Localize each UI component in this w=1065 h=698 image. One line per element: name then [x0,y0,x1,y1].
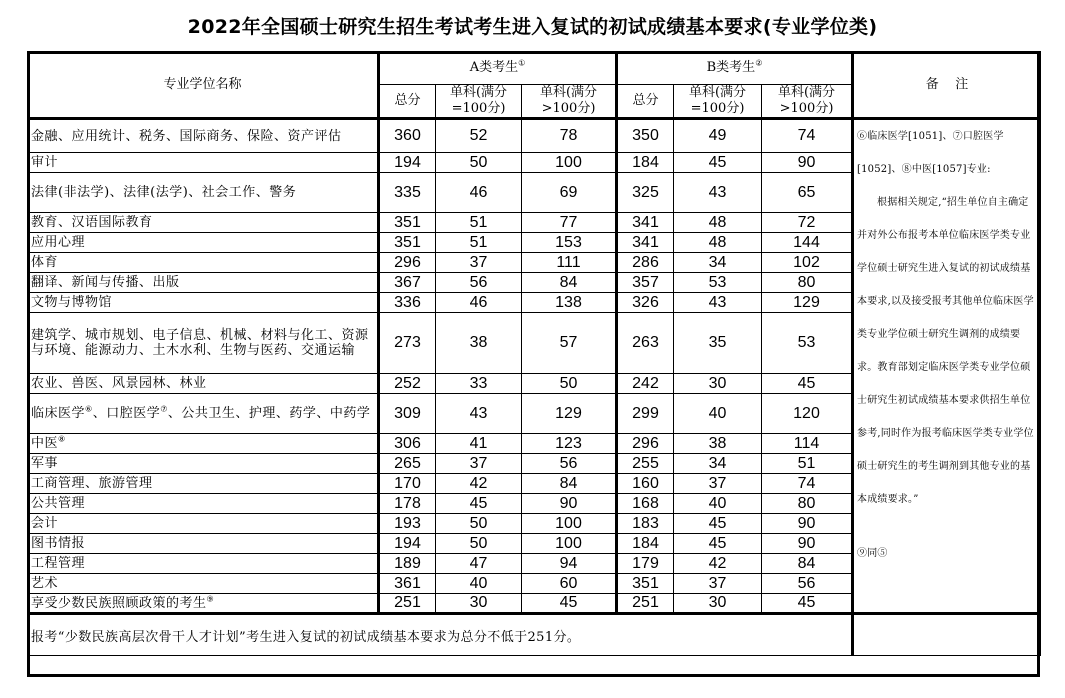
cell-b-single-over100: 51 [762,454,853,474]
header-group-a: A类考生① [379,52,617,85]
cell-b-single-100: 43 [674,173,762,213]
cell-a-single-over100: 100 [522,153,617,173]
remark-same-as-note: ⑨同⑤ [857,548,888,559]
row-name: 艺术 [28,574,379,594]
cell-a-total: 178 [379,494,436,514]
row-name: 工商管理、旅游管理 [28,474,379,494]
cell-b-total: 341 [617,233,674,253]
row-name: 工程管理 [28,554,379,574]
cell-b-single-over100: 56 [762,574,853,594]
cell-a-total: 170 [379,474,436,494]
row-name: 图书情报 [28,534,379,554]
cell-b-single-over100: 45 [762,374,853,394]
cell-b-total: 350 [617,119,674,153]
header-a-total: 总分 [379,85,436,119]
cell-b-total: 263 [617,313,674,374]
cell-a-total: 351 [379,233,436,253]
cell-b-total: 299 [617,394,674,434]
cell-b-total: 242 [617,374,674,394]
cell-b-single-100: 48 [674,213,762,233]
row-name: 建筑学、城市规划、电子信息、机械、材料与化工、资源与环境、能源动力、土木水利、生物与医药、交通运输 [28,313,379,374]
cell-b-single-over100: 74 [762,474,853,494]
cell-a-total: 360 [379,119,436,153]
header-b-single-100: 单科(满分=100分) [674,85,762,119]
cell-a-single-over100: 153 [522,233,617,253]
cell-a-single-100: 37 [436,454,522,474]
cell-b-single-100: 37 [674,474,762,494]
cell-b-single-100: 48 [674,233,762,253]
cell-a-total: 309 [379,394,436,434]
cell-a-single-over100: 69 [522,173,617,213]
cell-b-single-over100: 72 [762,213,853,233]
cell-a-single-over100: 56 [522,454,617,474]
cell-a-single-over100: 100 [522,534,617,554]
row-name: 法律(非法学)、法律(法学)、社会工作、警务 [28,173,379,213]
cell-a-single-100: 38 [436,313,522,374]
row-name: 临床医学⑥、口腔医学⑦、公共卫生、护理、药学、中药学 [28,394,379,434]
cell-a-single-100: 50 [436,153,522,173]
cell-b-single-over100: 84 [762,554,853,574]
cell-a-total: 194 [379,534,436,554]
cell-b-single-100: 45 [674,514,762,534]
row-name: 翻译、新闻与传播、出版 [28,273,379,293]
cell-a-single-over100: 123 [522,434,617,454]
row-name: 体育 [28,253,379,273]
cell-a-total: 252 [379,374,436,394]
cell-a-total: 367 [379,273,436,293]
cell-a-total: 296 [379,253,436,273]
cell-b-single-over100: 90 [762,514,853,534]
cell-b-single-100: 42 [674,554,762,574]
cell-b-total: 179 [617,554,674,574]
cell-a-single-over100: 94 [522,554,617,574]
header-b-total: 总分 [617,85,674,119]
remark-clinical-note: ⑥临床医学[1051]、⑦口腔医学[1052]、⑧中医[1057]专业: [857,131,1004,175]
row-name: 应用心理 [28,233,379,253]
row-name: 享受少数民族照顾政策的考生⑨ [28,594,379,614]
cell-a-single-100: 37 [436,253,522,273]
cell-a-single-100: 50 [436,514,522,534]
cell-b-single-100: 40 [674,494,762,514]
cell-b-single-100: 49 [674,119,762,153]
row-name: 农业、兽医、风景园林、林业 [28,374,379,394]
cell-b-total: 341 [617,213,674,233]
cell-a-single-over100: 111 [522,253,617,273]
cell-a-single-100: 56 [436,273,522,293]
cell-a-single-100: 47 [436,554,522,574]
header-remarks: 备 注 [853,52,1041,119]
remark-regulation-text: 根据相关规定,“招生单位自主确定并对外公布报考本单位临床医学类专业学位硕士研究生进入复试的初试成绩基本要求,以及接受报考其他单位临床医学类专业学位硕士研究生调剂的成绩要求。教育部划定临床医学类专业学位硕士研究生初试成绩基本要求供招生单位参考,同时作为报考临床医学类专业学位硕士研究生的考生调剂到其他专业的基本成绩要求。” [857,197,1034,505]
cell-b-total: 183 [617,514,674,534]
cell-a-total: 189 [379,554,436,574]
cell-b-single-over100: 144 [762,233,853,253]
cell-a-single-100: 33 [436,374,522,394]
cell-a-total: 306 [379,434,436,454]
cell-a-total: 336 [379,293,436,313]
cell-b-single-over100: 53 [762,313,853,374]
footnote-text: 报考“少数民族高层次骨干人才计划”考生进入复试的初试成绩基本要求为总分不低于251分。 [28,614,853,656]
cell-b-single-100: 34 [674,454,762,474]
cell-b-single-100: 37 [674,574,762,594]
cell-a-total: 361 [379,574,436,594]
cell-a-single-100: 40 [436,574,522,594]
cell-a-single-over100: 78 [522,119,617,153]
cell-a-single-100: 43 [436,394,522,434]
cell-b-single-100: 38 [674,434,762,454]
cell-a-single-100: 42 [436,474,522,494]
header-a-single-over100: 单科(满分>100分) [522,85,617,119]
cell-b-single-100: 43 [674,293,762,313]
cell-a-total: 251 [379,594,436,614]
cell-a-single-100: 30 [436,594,522,614]
cell-a-total: 194 [379,153,436,173]
cell-b-single-100: 45 [674,534,762,554]
cell-a-single-over100: 84 [522,273,617,293]
row-name: 中医⑧ [28,434,379,454]
cell-b-single-100: 30 [674,374,762,394]
cell-b-single-100: 34 [674,253,762,273]
cell-b-single-100: 30 [674,594,762,614]
cell-a-total: 193 [379,514,436,534]
cell-a-single-100: 52 [436,119,522,153]
cell-b-single-100: 35 [674,313,762,374]
row-name: 审计 [28,153,379,173]
header-b-single-over100: 单科(满分>100分) [762,85,853,119]
cell-b-total: 168 [617,494,674,514]
cell-b-single-over100: 74 [762,119,853,153]
cell-b-single-over100: 102 [762,253,853,273]
cell-a-total: 351 [379,213,436,233]
cell-a-total: 335 [379,173,436,213]
row-name: 公共管理 [28,494,379,514]
cell-b-total: 184 [617,153,674,173]
header-a-single-100: 单科(满分=100分) [436,85,522,119]
cell-b-total: 160 [617,474,674,494]
page-title: 2022年全国硕士研究生招生考试考生进入复试的初试成绩基本要求(专业学位类) [187,16,878,38]
cell-a-total: 265 [379,454,436,474]
cell-a-single-100: 50 [436,534,522,554]
cell-b-total: 326 [617,293,674,313]
cell-b-single-over100: 80 [762,494,853,514]
cell-a-single-100: 51 [436,213,522,233]
cell-b-total: 255 [617,454,674,474]
row-name: 文物与博物馆 [28,293,379,313]
cell-a-single-over100: 129 [522,394,617,434]
cell-a-single-100: 41 [436,434,522,454]
cell-b-single-100: 40 [674,394,762,434]
cell-b-total: 325 [617,173,674,213]
cell-b-single-over100: 90 [762,153,853,173]
header-name-column: 专业学位名称 [28,52,379,119]
cell-b-single-over100: 80 [762,273,853,293]
cell-b-single-over100: 90 [762,534,853,554]
cell-a-single-over100: 57 [522,313,617,374]
cell-b-total: 184 [617,534,674,554]
cell-a-single-over100: 45 [522,594,617,614]
cell-a-single-over100: 50 [522,374,617,394]
row-name: 军事 [28,454,379,474]
row-name: 会计 [28,514,379,534]
cell-b-total: 251 [617,594,674,614]
cell-b-single-over100: 45 [762,594,853,614]
cell-b-total: 351 [617,574,674,594]
cell-b-total: 357 [617,273,674,293]
cell-b-single-100: 53 [674,273,762,293]
cell-b-single-over100: 65 [762,173,853,213]
cell-b-single-over100: 114 [762,434,853,454]
cell-b-total: 296 [617,434,674,454]
header-group-b: B类考生② [617,52,853,85]
cell-a-single-100: 46 [436,293,522,313]
cell-a-total: 273 [379,313,436,374]
cell-a-single-over100: 60 [522,574,617,594]
cell-a-single-100: 51 [436,233,522,253]
cell-b-total: 286 [617,253,674,273]
cell-b-single-over100: 129 [762,293,853,313]
cell-b-single-100: 45 [674,153,762,173]
cell-a-single-100: 45 [436,494,522,514]
cell-b-single-over100: 120 [762,394,853,434]
cell-a-single-over100: 90 [522,494,617,514]
row-name: 教育、汉语国际教育 [28,213,379,233]
table-frame [27,51,1040,677]
cell-a-single-over100: 77 [522,213,617,233]
cell-a-single-over100: 138 [522,293,617,313]
cell-a-single-over100: 84 [522,474,617,494]
row-name: 金融、应用统计、税务、国际商务、保险、资产评估 [28,119,379,153]
cell-a-single-100: 46 [436,173,522,213]
cell-a-single-over100: 100 [522,514,617,534]
